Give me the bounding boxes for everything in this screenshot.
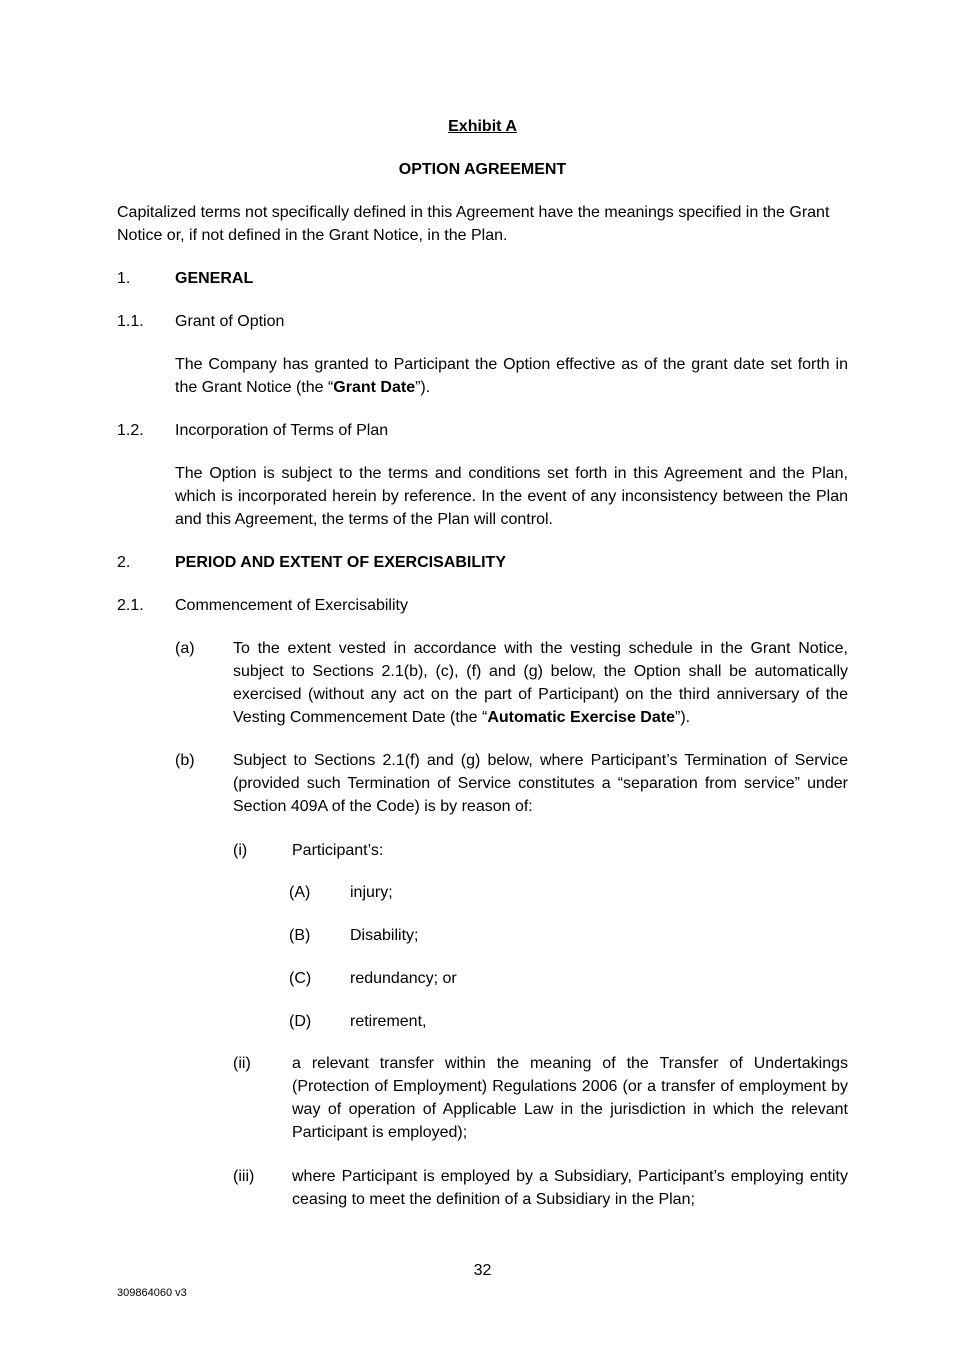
clause-a-label: (a) [175, 640, 195, 657]
agreement-title: OPTION AGREEMENT [398, 161, 567, 178]
clause-b-label: (b) [175, 752, 195, 769]
clause-a-paragraph [233, 637, 848, 729]
clause-b-paragraph: Subject to Sections 2.1(f) and (g) below, where Participant’s Termination of Service (provided such Termination of Service constitutes a “separation from service” under Section 409A of the Code) is by reason of: [233, 752, 848, 815]
section-1-1-text: The Company has granted to Participant the Option effective as of the grant date set forth in the Grant Notice (the “ [175, 356, 848, 396]
section-2-number: 2. [117, 554, 131, 571]
section-1-1-paragraph [175, 353, 848, 399]
clause-b-iii-paragraph: where Participant is employed by a Subsidiary, Participant’s employing entity ceasing to meet the definition of a Subsidiary in the Plan; [292, 1168, 848, 1208]
automatic-exercise-date-term: Automatic Exercise Date [487, 709, 675, 726]
section-1-2-number: 1.2. [117, 422, 144, 439]
section-1-number: 1. [117, 270, 131, 287]
clause-b-i-label: (i) [233, 842, 248, 859]
exhibit-title: Exhibit A [448, 118, 517, 135]
clause-b-iii-label: (iii) [233, 1168, 255, 1185]
item-C-label: (C) [289, 970, 312, 987]
document-id: 309864060 v3 [117, 1287, 187, 1299]
intro-paragraph: Capitalized terms not specifically defined in this Agreement have the meanings specified in the Grant Notice or, if not defined in the Grant Notice, in the Plan. [117, 204, 830, 244]
section-1-2-paragraph: The Option is subject to the terms and conditions set forth in this Agreement and the Plan, which is incorporated herein by reference. In the event of any inconsistency between the Plan and this Agreement, the terms of the Plan will control. [175, 465, 848, 528]
section-1-heading: GENERAL [175, 270, 254, 287]
item-A-label: (A) [289, 884, 311, 901]
section-1-2-heading: Incorporation of Terms of Plan [175, 422, 389, 439]
section-1-1-heading: Grant of Option [175, 313, 285, 330]
item-B-text: Disability; [350, 927, 419, 944]
section-2-1-number: 2.1. [117, 597, 144, 614]
clause-a-text-end: ”). [674, 709, 691, 726]
section-1-1-number: 1.1. [117, 313, 144, 330]
grant-date-term: Grant Date [333, 379, 416, 396]
clause-b-ii-paragraph: a relevant transfer within the meaning of the Transfer of Undertakings (Protection of Employment) Regulations 2006 (or a transfer of employment by way of operation of Applicable Law in the jurisdiction in which the relevant Participant is employed); [292, 1055, 848, 1141]
item-C-text: redundancy; or [350, 970, 457, 987]
item-A-text: injury; [350, 884, 393, 901]
item-D-text: retirement, [350, 1013, 427, 1030]
item-D-label: (D) [289, 1013, 312, 1030]
section-2-heading: PERIOD AND EXTENT OF EXERCISABILITY [175, 554, 506, 571]
clause-a-text: To the extent vested in accordance with the vesting schedule in the Grant Notice, subject to Sections 2.1(b), (c), (f) and (g) below, the Option shall be automatically exercised (without any act on the part of Participant) on the third anniversary of the Vesting Commencement Date (the “ [233, 640, 848, 726]
item-B-label: (B) [289, 927, 311, 944]
section-1-1-text-end: ”). [415, 379, 431, 396]
page-number: 32 [473, 1262, 492, 1279]
clause-b-i-text: Participant’s: [292, 842, 384, 859]
section-2-1-heading: Commencement of Exercisability [175, 597, 408, 614]
clause-b-ii-label: (ii) [233, 1055, 251, 1072]
